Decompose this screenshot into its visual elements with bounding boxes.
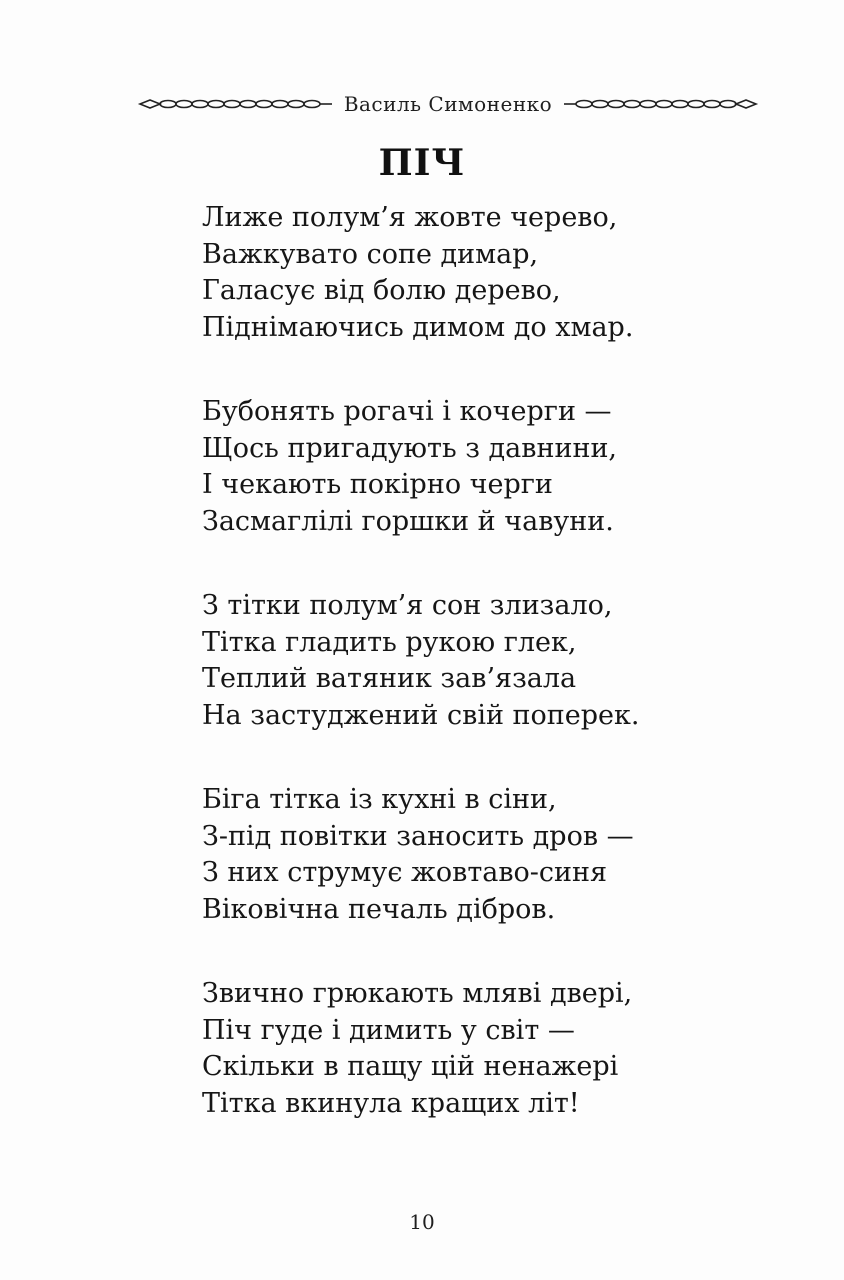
page-number: 10 — [409, 1210, 435, 1234]
stanza-3 — [202, 588, 762, 734]
right-ornament-icon — [564, 97, 764, 111]
poem-line: Тітка вкинула кращих літ! — [202, 1087, 580, 1119]
poem-line: З них струмує жовтаво-синя — [202, 857, 608, 888]
poem-line: І чекають покірно черги — [202, 469, 553, 500]
poem-line: Засмаглілі горшки й чавуни. — [202, 505, 614, 537]
poem-title: ПІЧ — [378, 142, 466, 184]
poem-line: На застуджений свій поперек. — [202, 699, 640, 731]
left-ornament-icon — [132, 97, 332, 111]
poem-line: Скільки в пащу цій ненажері — [202, 1051, 619, 1082]
poem-line: Лиже полум’я жовте черево, — [202, 202, 618, 233]
poem-line: Піч гуде і димить у світ — — [202, 1014, 575, 1046]
poem-line: Важкувато сопе димар, — [202, 238, 539, 270]
poem-line: Бубонять рогачі і кочерги — — [202, 396, 612, 427]
poem-line: Біга тітка із кухні в сіни, — [202, 784, 557, 815]
author-name: Василь Симоненко — [343, 92, 553, 116]
poem-line: Теплий ватяник зав’язала — [202, 663, 577, 694]
poem-line: З тітки полум’я сон злизало, — [202, 590, 613, 621]
stanza-2 — [202, 394, 762, 540]
poem-line: Тітка гладить рукою глек, — [202, 626, 577, 658]
poem-line: Галасує від болю дерево, — [202, 275, 561, 306]
poem-line: Звично грюкають мляві двері, — [202, 978, 633, 1009]
poem-body — [202, 200, 762, 1170]
poem-line: Піднімаючись димом до хмар. — [202, 311, 634, 343]
stanza-5 — [202, 976, 762, 1122]
stanza-4 — [202, 782, 762, 928]
poem-line: З-під повітки заносить дров — — [202, 820, 634, 852]
poem-line: Віковічна печаль дібров. — [202, 893, 556, 925]
stanza-1 — [202, 200, 762, 346]
running-header — [128, 86, 768, 122]
poem-line: Щось пригадують з давнини, — [202, 432, 618, 464]
